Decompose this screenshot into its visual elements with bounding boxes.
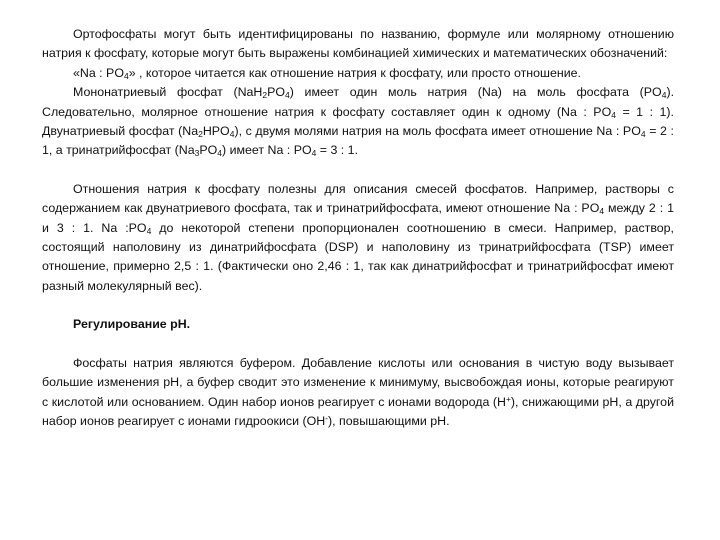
spacer bbox=[42, 296, 674, 315]
document-page bbox=[42, 25, 674, 431]
paragraph-buffer: Фосфаты натрия являются буфером. Добавление кислоты или основания в чистую воду вызывает большие изменения pH, а буфер сводит это изменение к минимуму, высвобождая ионы, которые реагируют с кислотой или основанием. Один набор ионов реагирует с ионами водорода (H+), снижающими pH, а другой набор ионов реагирует с ионами гидроокиси (OH-), повышающими pH. bbox=[42, 355, 674, 428]
paragraph-intro: Ортофосфаты могут быть идентифицированы по названию, формуле или молярному отношению натрия к фосфату, которые могут быть выражены комбинацией химических и математических обозначений: bbox=[42, 27, 674, 61]
paragraph-sodium-phosphates: Мононатриевый фосфат $(NaH_2PO_4)$ имеет один моль натрия (Na) на моль фосфата $(PO_4)$. Следовательно, молярное отношение натрия к фосфату составляет один к одному (Na : $PO_4 = 1$ : 1). Двунатриевый фосфат $(Na_2HPO_4)$, с двумя молями натрия на моль фосфата имеет отношение Na : $PO_4 = 2$ : 1, а тринатрийфосфат $(Na_3PO_4)$ имеет Na : $PO_4 = 3$ : 1. bbox=[42, 85, 675, 159]
paragraph-mixtures: Отношения натрия к фосфату полезны для описания смесей фосфатов. Например, растворы с содержанием как двунатриевого фосфата, так и тринатрийфосфата, имеют отношение Na : $PO_4$ между 2 : 1 и 3 : 1. Na $:PO_4$ до некоторой степени пропорционален соотношению в смеси. Например, раствор, состоящий наполовину из динатрийфосфата (DSP) и наполовину из тринатрийфосфата (TSP) имеет отношение, примерно 2,5 : 1. (Фактически оно 2,46 : 1, так как динатрийфосфат и тринатрийфосфат имеют разный молекулярный вес). bbox=[42, 181, 674, 293]
spacer bbox=[42, 161, 674, 180]
paragraph-ratio-notation: «Na : $PO_4$» , которое читается как отношение натрия к фосфату, или просто отношение. bbox=[73, 65, 581, 81]
section-heading-ph: Регулирование pH. bbox=[73, 317, 191, 332]
spacer bbox=[42, 335, 674, 354]
